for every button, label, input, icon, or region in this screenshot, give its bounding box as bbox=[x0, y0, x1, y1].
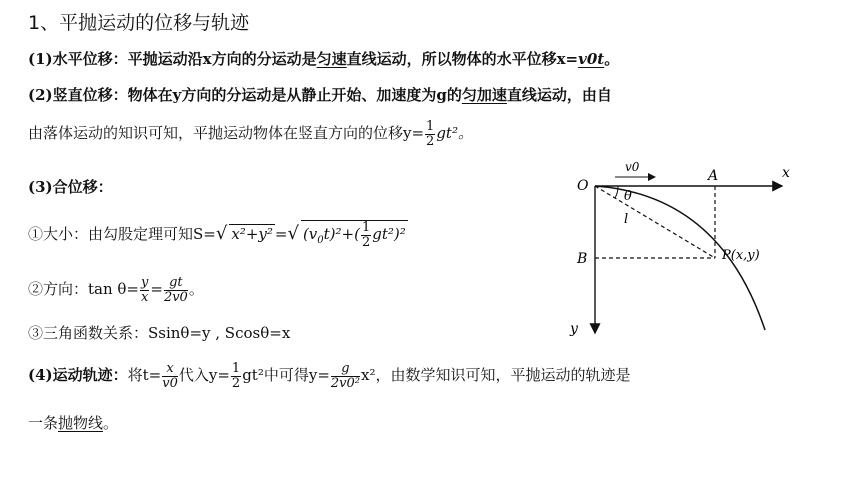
s4-f2-den: 2 bbox=[231, 375, 241, 391]
s4-line2-b: 。 bbox=[103, 414, 119, 432]
s2-fraction bbox=[425, 120, 435, 148]
s2-text: 物体在y方向的分运动是从静止开始、加速度为g的 bbox=[127, 86, 462, 104]
s4-f2-num: 1 bbox=[231, 361, 241, 376]
vertical-displacement bbox=[28, 84, 612, 105]
trig-line: ③三角函数关系：Ssinθ=y , Scosθ=x bbox=[28, 324, 291, 342]
dir-frac2 bbox=[164, 276, 188, 304]
s1-end: 。 bbox=[604, 50, 620, 68]
s2-line2: 由落体运动的知识可知，平抛运动物体在竖直方向的位移y= bbox=[28, 124, 425, 143]
s4-text4: x²，由数学知识可知，平抛运动的轨迹是 bbox=[361, 366, 631, 385]
s2-frac-den: 2 bbox=[426, 133, 435, 149]
s4-line2-a: 一条 bbox=[28, 414, 59, 432]
label-B: B bbox=[577, 251, 588, 267]
s4-f3-den: 2v0² bbox=[330, 375, 360, 391]
trajectory-line bbox=[28, 362, 630, 390]
dir-frac2-num: gt bbox=[164, 276, 188, 291]
s4-frac2 bbox=[231, 362, 241, 390]
s4-f3-num: g bbox=[331, 362, 360, 377]
s3-dir-label: ②方向：tan θ= bbox=[28, 280, 139, 299]
label-O: O bbox=[577, 178, 589, 194]
s2-text2: 直线运动，由自 bbox=[506, 86, 612, 104]
label-x: x bbox=[782, 165, 790, 181]
dir-frac1-num: y bbox=[141, 275, 149, 290]
direction-line: ②方向：tan θ= $\frac{y}{x}$ = $\frac{gt}{2v0}$ 。 bbox=[28, 275, 204, 305]
s1-text: 平抛运动沿x方向的分运动是 bbox=[127, 50, 317, 68]
label-P: P(x,y) bbox=[722, 248, 760, 263]
s2-tag: (2)竖直位移： bbox=[28, 86, 128, 104]
s4-tag: (4)运动轨迹： bbox=[28, 366, 128, 385]
s1-underline: 匀速 bbox=[316, 50, 347, 68]
label-y: y bbox=[570, 321, 578, 337]
s2-underline: 匀加速 bbox=[461, 86, 507, 104]
magnitude-line: ①大小：由勾股定理可知S=√ x²+y² =√ $(v_0t)^2+$( $\frac{1}{2}$ gt²)² bbox=[28, 220, 406, 250]
s3-size-label: ①大小：由勾股定理可知S= bbox=[28, 225, 216, 244]
s1-tag: (1)水平位移： bbox=[28, 50, 128, 68]
dir-frac1 bbox=[140, 276, 149, 304]
trajectory-diagram bbox=[560, 155, 800, 345]
s1-text2: 直线运动，所以物体的水平位移x= bbox=[346, 50, 579, 68]
s4-frac3 bbox=[331, 362, 360, 390]
label-l: l bbox=[624, 212, 629, 227]
horizontal-displacement bbox=[28, 48, 619, 69]
dir-end: 。 bbox=[188, 280, 204, 299]
section-title: 1、平抛运动的位移与轨迹 bbox=[28, 12, 250, 34]
combined-displacement-tag: (3)合位移： bbox=[28, 178, 113, 196]
sqrt-icon: √ bbox=[215, 223, 228, 245]
s4-text1: 将t= bbox=[127, 366, 162, 385]
sqrt-x2y2: x²+y² bbox=[231, 225, 273, 244]
label-v0: v0 bbox=[625, 160, 640, 174]
dir-frac1-den: x bbox=[141, 289, 149, 305]
dashed-O-P bbox=[595, 186, 715, 258]
s2-frac-num: 1 bbox=[426, 119, 435, 134]
label-theta: θ bbox=[624, 189, 632, 204]
trajectory-line2 bbox=[28, 412, 118, 433]
dir-frac2-den: 2v0 bbox=[163, 289, 188, 305]
s2-tail: gt²。 bbox=[436, 124, 473, 143]
s1-formula: v0t bbox=[578, 50, 605, 68]
vertical-displacement-line2 bbox=[28, 120, 473, 148]
label-A: A bbox=[708, 168, 719, 184]
s4-line2-underline: 抛物线 bbox=[58, 414, 104, 432]
sqrt-icon-2: √ bbox=[287, 223, 299, 245]
sqrt-v0t-gt: $(v_0t)^2+$( $\frac{1}{2}$ gt²)² bbox=[302, 220, 406, 250]
s4-f1-den: v0 bbox=[162, 375, 178, 391]
s4-text2: 代入y= bbox=[178, 366, 230, 385]
s4-frac1 bbox=[162, 362, 178, 390]
s4-text3: gt²中可得y= bbox=[242, 366, 330, 385]
s4-f1-num: x bbox=[162, 362, 178, 377]
